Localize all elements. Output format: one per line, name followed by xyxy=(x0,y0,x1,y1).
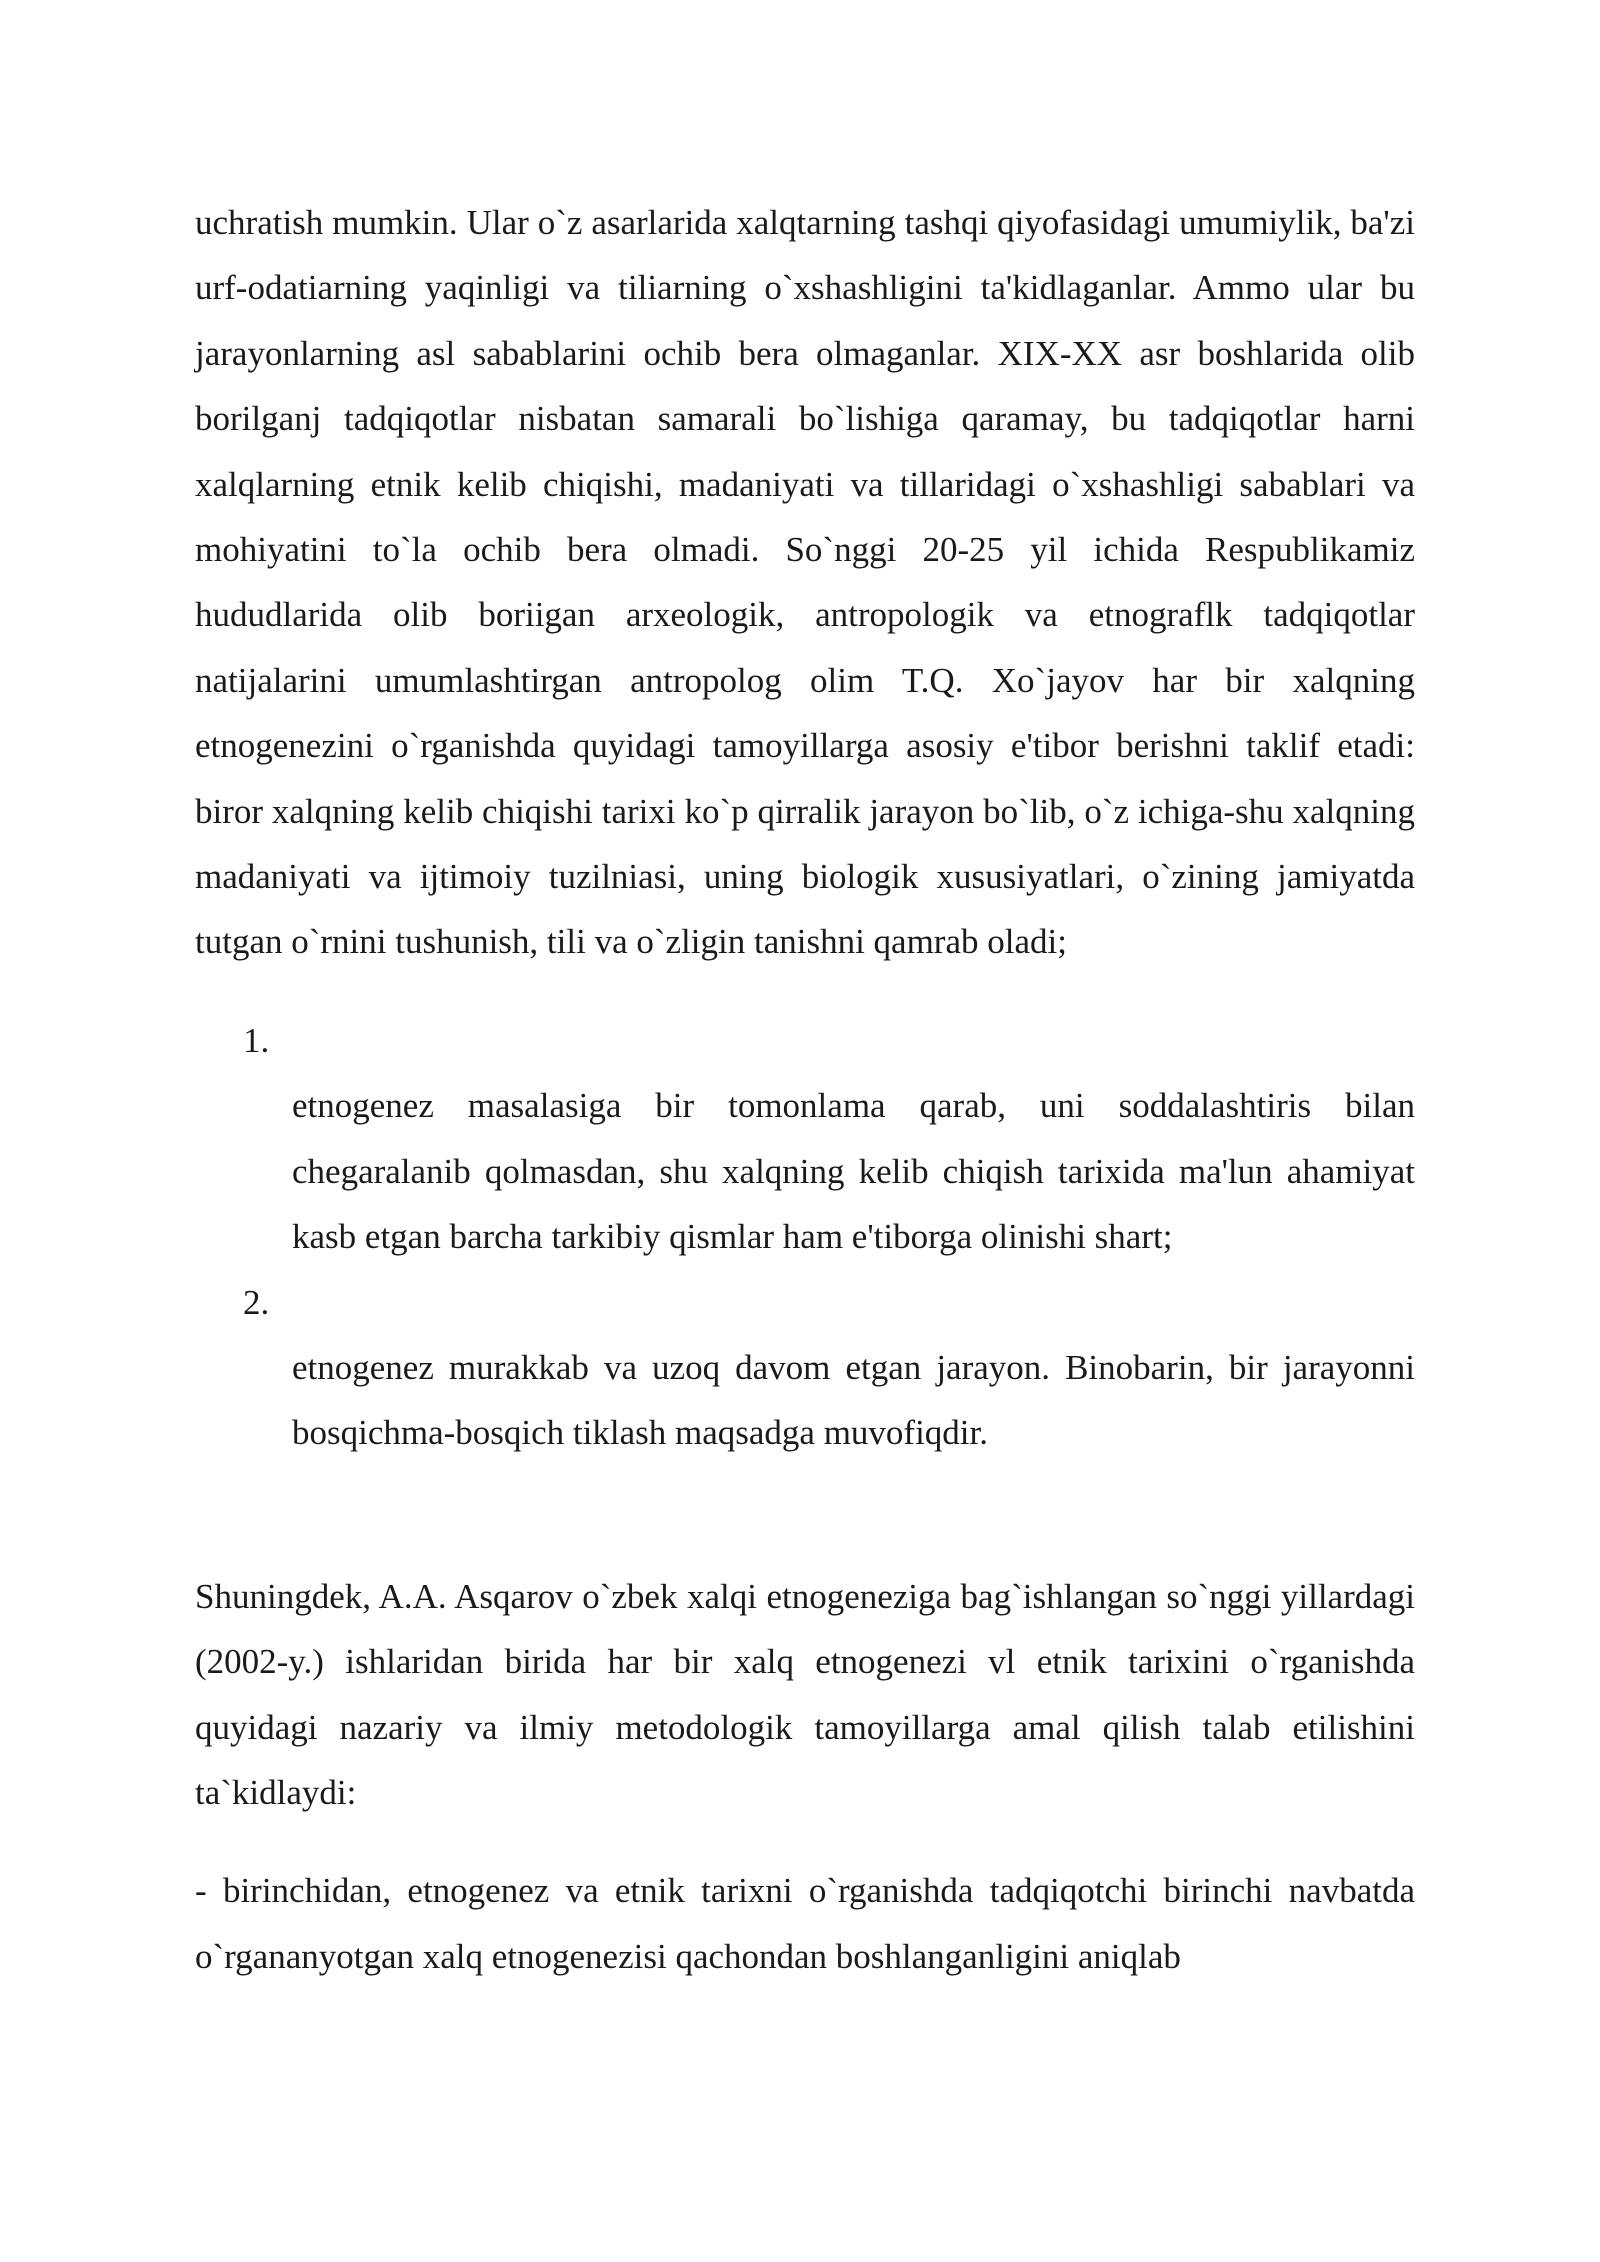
paragraph-3: - birinchidan, etnogenez va etnik tarixni o`rganishda tadqiqotchi birinchi navbatda o`rgananyotgan xalq etnogenezisi qachondan boshlanganligini aniqlab xyxy=(195,1871,1415,1976)
list-item-text: etnogenez masalasiga bir tomonlama qarab, uni soddalashtiris bilan chegaralanib qolmasdan, shu xalqning kelib chiqish tarixida ma'lun ahamiyat kasb etgan barcha tarkibiy qismlar ham e'tiborga olinishi shart; xyxy=(292,1086,1415,1257)
list-item xyxy=(195,1008,1415,1270)
document-page xyxy=(195,190,1415,1989)
list-item-number: 1. xyxy=(243,1020,270,1060)
list-item xyxy=(195,1270,1415,1466)
paragraph-2: Shuningdek, A.A. Asqarov o`zbek xalqi etnogeneziga bag`ishlangan so`nggi yillardagi (2002-y.) ishlaridan birida har bir xalq etnogenezi vl etnik tarixini o`rganishda quyidagi nazariy va ilmiy metodologik tamoyillarga amal qilish talab etilishini ta`kidlaydi: xyxy=(195,1576,1415,1812)
list-item-number: 2. xyxy=(243,1282,270,1322)
list-item-text: etnogenez murakkab va uzoq davom etgan jarayon. Binobarin, bir jarayonni bosqichma-bosqich tiklash maqsadga muvofiqdir. xyxy=(292,1347,1415,1453)
numbered-list xyxy=(195,1008,1415,1466)
paragraph-1: uchratish mumkin. Ular o`z asarlarida xalqtarning tashqi qiyofasidagi umumiylik, ba'zi urf-odatiarning yaqinligi va tiliarning o`xshashligini ta'kidlaganlar. Ammo ular bu jarayonlarning asl sabablarini ochib bera olmaganlar. XIX-XX asr boshlarida olib borilganj tadqiqotlar nisbatan samarali bo`lishiga qaramay, bu tadqiqotlar harni xalqlarning etnik kelib chiqishi, madaniyati va tillaridagi o`xshashligi sabablari va mohiyatini to`la ochib bera olmadi. So`nggi 20-25 yil ichida Respublikamiz hududlarida olib boriigan arxeologik, antropologik va etnograflk tadqiqotlar natijalarini umumlashtirgan antropolog olim T.Q. Xo`jayov har bir xalqning etnogenezini o`rganishda quyidagi tamoyillarga asosiy e'tibor berishni taklif etadi: biror xalqning kelib chiqishi tarixi ko`p qirralik jarayon bo`lib, o`z ichiga-shu xalqning madaniyati va ijtimoiy tuzilniasi, uning biologik xususiyatlari, o`zining jamiyatda tutgan o`rnini tushunish, tili va o`zligin tanishni qamrab oladi; xyxy=(195,203,1415,962)
